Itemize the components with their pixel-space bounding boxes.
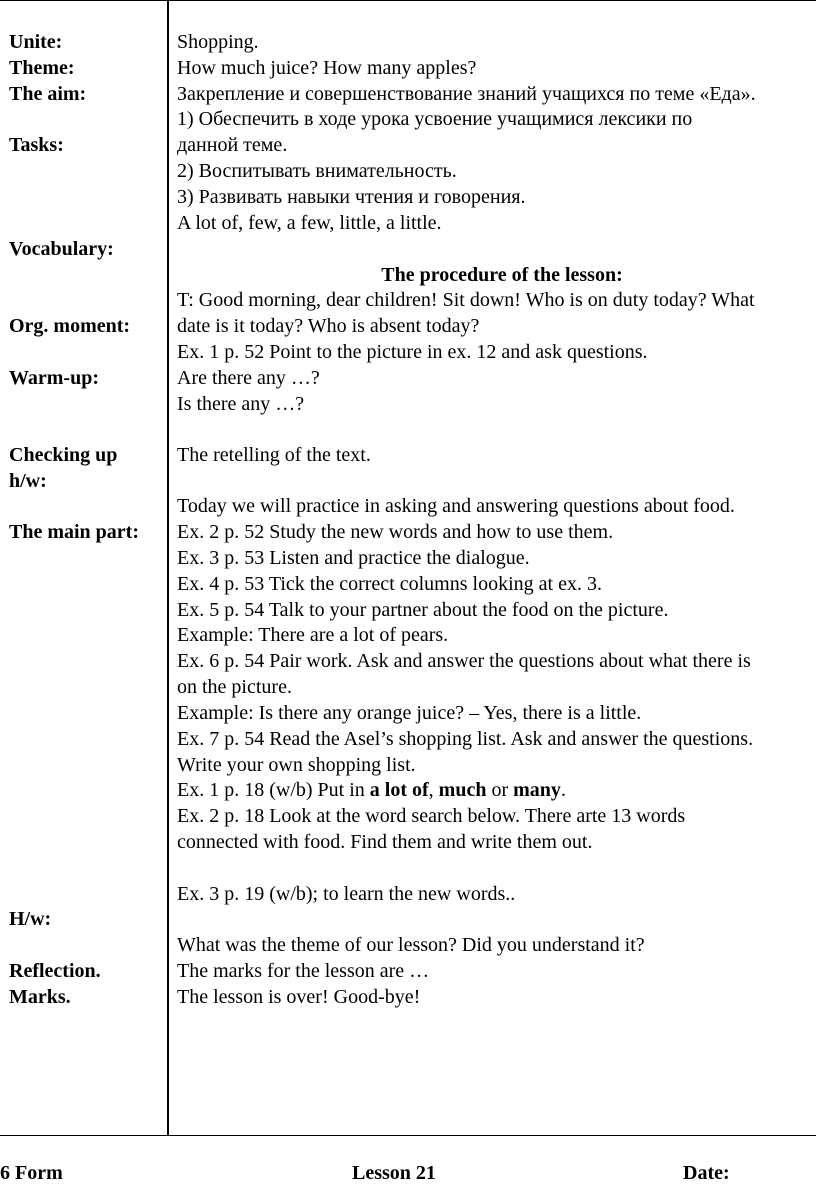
exercise-6-line-2: on the picture.: [177, 676, 292, 698]
task-1-line-1: 1) Обеспечить в ходе урока усвоение учащимися лексики по: [177, 108, 693, 130]
exercise-7-line-2: Write your own shopping list.: [177, 754, 416, 776]
label-theme: Theme:: [9, 57, 75, 79]
label-tasks: Tasks:: [9, 134, 64, 156]
footer-date: Date:: [683, 1162, 730, 1184]
warm-up-line-1: Ex. 1 p. 52 Point to the picture in ex. 12 and ask questions.: [177, 341, 648, 363]
procedure-heading: The procedure of the lesson:: [381, 264, 623, 286]
label-reflection: Reflection.: [9, 960, 101, 982]
wb1-prefix: Ex. 1 p. 18 (w/b) Put in: [177, 779, 370, 801]
footer-lesson: Lesson 21: [352, 1162, 436, 1184]
checking-text: The retelling of the text.: [177, 444, 371, 466]
unite-text: Shopping.: [177, 31, 259, 53]
example-2: Example: Is there any orange juice? – Yes, there is a little.: [177, 702, 642, 724]
warm-up-line-3: Is there any …?: [177, 393, 305, 415]
label-hw: H/w:: [9, 908, 52, 930]
wb1-separator-2: or: [486, 779, 514, 801]
label-unite: Unite:: [9, 31, 63, 53]
reflection-line-1: What was the theme of our lesson? Did you understand it?: [177, 934, 645, 956]
exercise-2: Ex. 2 p. 52 Study the new words and how to use them.: [177, 521, 614, 543]
homework-text: Ex. 3 p. 19 (w/b); to learn the new words..: [177, 883, 516, 905]
task-3: 3) Развивать навыки чтения и говорения.: [177, 186, 526, 208]
label-warm-up: Warm-up:: [9, 367, 99, 389]
task-2: 2) Воспитывать внимательность.: [177, 160, 457, 182]
wb1-separator-1: ,: [428, 779, 439, 801]
exercise-6-line-1: Ex. 6 p. 54 Pair work. Ask and answer the questions about what there is: [177, 650, 751, 672]
exercise-5: Ex. 5 p. 54 Talk to your partner about the food on the picture.: [177, 599, 669, 621]
org-moment-line-2: date is it today? Who is absent today?: [177, 315, 480, 337]
wb1-bold-a-lot-of: a lot of: [369, 779, 429, 801]
task-1-line-2: данной теме.: [177, 134, 288, 156]
label-aim: The aim:: [9, 83, 87, 105]
workbook-exercise-2-line-2: connected with food. Find them and write them out.: [177, 831, 593, 853]
workbook-exercise-1: [177, 777, 566, 803]
org-moment-line-1: T: Good morning, dear children! Sit down! Who is on duty today? What: [177, 289, 755, 311]
example-1: Example: There are a lot of pears.: [177, 624, 449, 646]
wb1-end: .: [560, 779, 566, 801]
label-marks: Marks.: [9, 986, 71, 1008]
workbook-exercise-2-line-1: Ex. 2 p. 18 Look at the word search below. There arte 13 words: [177, 805, 686, 827]
theme-text: How much juice? How many apples?: [177, 57, 477, 79]
column-divider: [167, 0, 169, 1136]
footer-form: 6 Form: [0, 1162, 63, 1184]
label-main-part: The main part:: [9, 521, 139, 543]
reflection-line-3: The lesson is over! Good-bye!: [177, 986, 421, 1008]
exercise-7-line-1: Ex. 7 p. 54 Read the Asel’s shopping list. Ask and answer the questions.: [177, 728, 754, 750]
exercise-3: Ex. 3 p. 53 Listen and practice the dialogue.: [177, 547, 530, 569]
label-checking-up: Checking up: [9, 444, 118, 466]
label-org-moment: Org. moment:: [9, 315, 131, 337]
wb1-bold-many: many: [513, 779, 561, 801]
reflection-line-2: The marks for the lesson are …: [177, 960, 430, 982]
vocabulary-text: A lot of, few, a few, little, a little.: [177, 212, 442, 234]
label-vocabulary: Vocabulary:: [9, 238, 114, 260]
wb1-bold-much: much: [438, 779, 487, 801]
aim-text: Закрепление и совершенствование знаний учащихся по теме «Еда».: [177, 83, 756, 105]
warm-up-line-2: Are there any …?: [177, 367, 320, 389]
exercise-4: Ex. 4 p. 53 Tick the correct columns looking at ex. 3.: [177, 573, 602, 595]
main-intro: Today we will practice in asking and answering questions about food.: [177, 495, 735, 517]
label-checking-hw: h/w:: [9, 470, 47, 492]
